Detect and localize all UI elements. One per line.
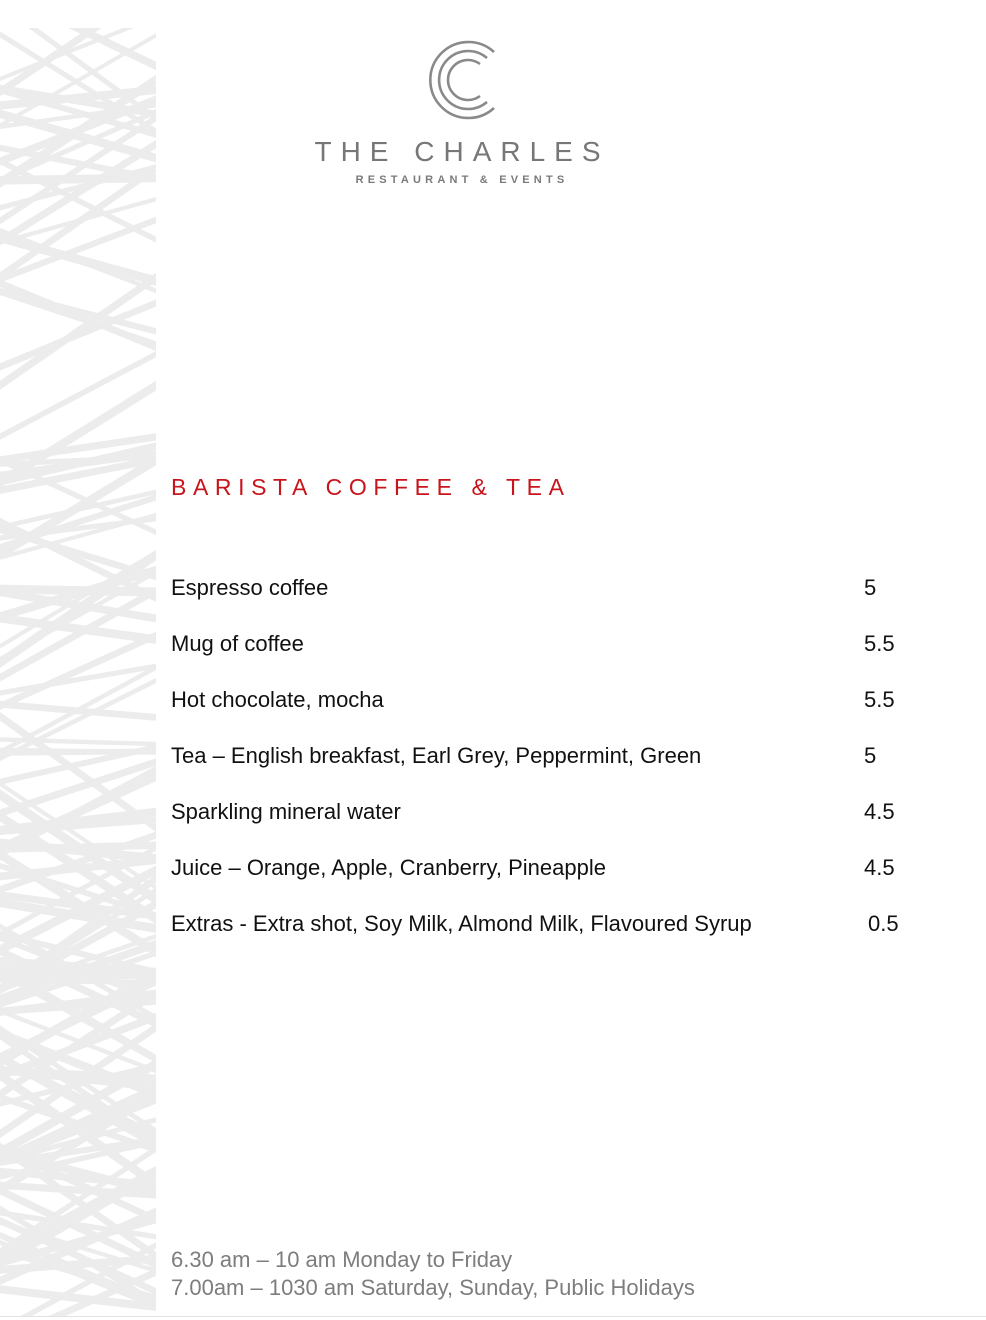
item-name: Juice – Orange, Apple, Cranberry, Pineapple <box>171 855 606 880</box>
opening-hours <box>171 1246 695 1302</box>
menu-item <box>171 686 931 742</box>
bottom-divider <box>0 1316 986 1317</box>
item-name: Espresso coffee <box>171 575 329 600</box>
hours-weekday: 6.30 am – 10 am Monday to Friday <box>171 1247 513 1272</box>
brand-logo <box>0 38 986 198</box>
item-name: Hot chocolate, mocha <box>171 687 384 712</box>
item-price: 4.5 <box>864 855 895 880</box>
item-name: Tea – English breakfast, Earl Grey, Peppermint, Green <box>171 743 702 768</box>
crossing-lines-pattern-icon <box>0 28 156 1316</box>
menu-list <box>171 574 931 966</box>
menu-item <box>171 742 931 798</box>
menu-item <box>171 910 931 966</box>
item-name: Extras - Extra shot, Soy Milk, Almond Milk, Flavoured Syrup <box>171 911 752 936</box>
brand-tagline: RESTAURANT & EVENTS <box>355 174 569 186</box>
item-name: Mug of coffee <box>171 631 304 656</box>
hours-weekend: 7.00am – 1030 am Saturday, Sunday, Public Holidays <box>171 1275 695 1300</box>
menu-item <box>171 798 931 854</box>
menu-item <box>171 854 931 910</box>
item-price: 5 <box>864 743 877 768</box>
section-title: BARISTA COFFEE & TEA <box>171 474 571 500</box>
item-price: 5 <box>864 575 877 600</box>
menu-item <box>171 630 931 686</box>
item-price: 4.5 <box>864 799 895 824</box>
item-name: Sparkling mineral water <box>171 799 401 824</box>
item-price: 5.5 <box>864 687 895 712</box>
item-price: 5.5 <box>864 631 895 656</box>
item-price: 0.5 <box>868 911 899 936</box>
brand-name: THE CHARLES <box>314 136 610 167</box>
concentric-c-logo-icon <box>420 38 504 122</box>
menu-item <box>171 574 931 630</box>
